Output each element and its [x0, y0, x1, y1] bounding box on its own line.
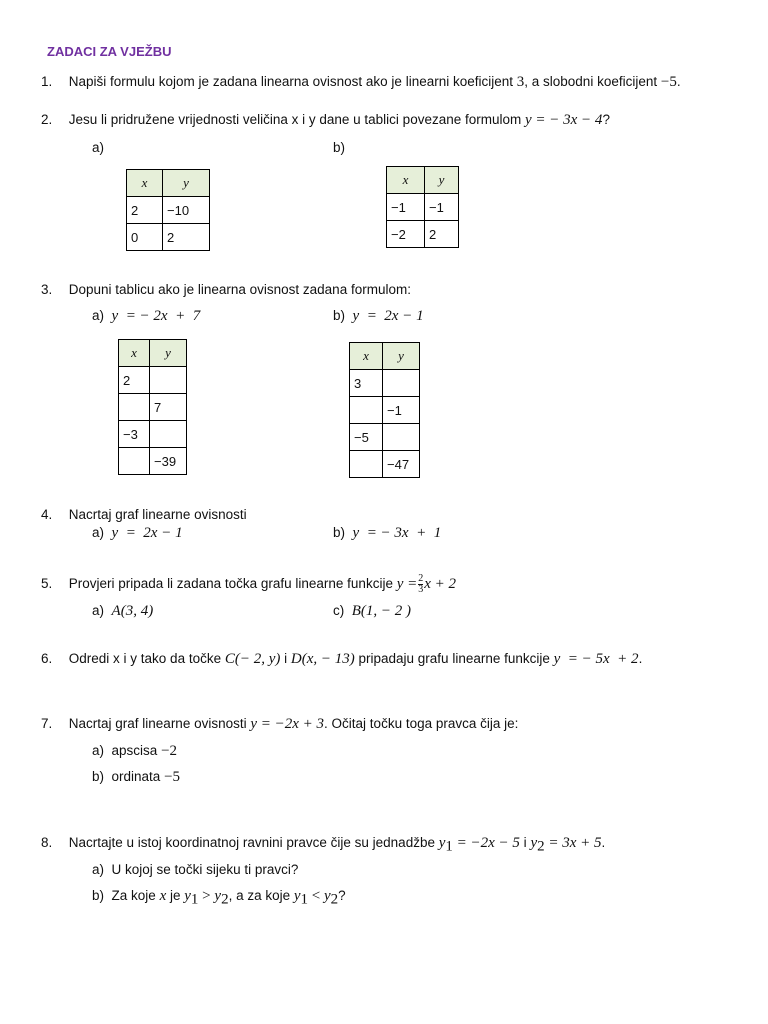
punctuation: .: [676, 74, 681, 89]
header-y: y: [383, 343, 420, 370]
punctuation: ?: [338, 888, 346, 903]
subscript: 2: [221, 891, 229, 908]
subitem-label: a): [92, 862, 105, 877]
table-cell: [150, 367, 187, 394]
table-q2b: [386, 166, 459, 248]
table-cell: −1: [383, 397, 420, 424]
math-value: −5: [164, 769, 181, 785]
subitem-label: b): [92, 888, 105, 903]
table-cell: −39: [150, 448, 187, 475]
subitem-b: [333, 525, 441, 542]
subitem-label: a): [92, 308, 105, 323]
question-text: Napiši formulu kojom je zadana linearna ovisnost ako je linearni koeficijent: [68, 74, 517, 89]
table-cell: −1: [387, 194, 425, 221]
subitem-label-b: b): [333, 140, 346, 155]
table-cell: 3: [350, 370, 383, 397]
operator: >: [198, 888, 215, 904]
fraction-denominator: 3: [418, 584, 424, 595]
subitem-label: c): [333, 603, 345, 618]
subitem-label: b): [333, 525, 346, 540]
formula: y = − 2x + 7: [111, 308, 201, 324]
table-cell: [350, 397, 383, 424]
subitem-c: [333, 603, 411, 620]
formula: = 3x + 5: [544, 835, 602, 851]
question-number: 8.: [41, 835, 53, 850]
question-7: [41, 716, 518, 733]
formula: = −2x − 5: [452, 835, 520, 851]
subscript: 2: [330, 891, 339, 908]
question-number: 1.: [41, 74, 53, 89]
math-value: −5: [660, 74, 677, 90]
table-cell: [383, 370, 420, 397]
fraction: [418, 574, 423, 595]
header-x: x: [387, 167, 425, 194]
subitem-text: U kojoj se točki sijeku ti pravci?: [111, 862, 299, 877]
table-q3b: [349, 342, 420, 478]
question-text: Provjeri pripada li zadana točka grafu linearne funkcije: [68, 576, 397, 592]
math-value: 3: [516, 74, 525, 90]
subitem-text: ordinata: [111, 769, 165, 784]
table-cell: −10: [163, 197, 210, 224]
point: B(1, − 2 ): [351, 603, 412, 619]
formula: y = − 3x − 4: [525, 112, 603, 128]
question-number: 6.: [41, 651, 53, 666]
question-text: Nacrtaj graf linearne ovisnosti: [68, 507, 247, 522]
formula-lhs: y =: [396, 576, 418, 593]
point: A(3, 4): [111, 603, 154, 619]
question-number: 5.: [41, 576, 53, 592]
formula-rhs: x + 2: [424, 576, 457, 593]
table-cell: 0: [127, 224, 163, 251]
subitem-a: [92, 743, 177, 760]
formula: y = 2x − 1: [352, 308, 424, 324]
math-value: −2: [161, 743, 178, 759]
question-number: 4.: [41, 507, 53, 522]
question-text: , a slobodni koeficijent: [524, 74, 661, 89]
formula: y = − 5x + 2: [553, 651, 639, 667]
subscript: 1: [190, 891, 199, 908]
question-text: Jesu li pridružene vrijednosti veličina x i y dane u tablici povezane formulom: [68, 112, 525, 127]
table-cell: −47: [383, 451, 420, 478]
table-cell: [350, 451, 383, 478]
subscript: 1: [445, 838, 453, 855]
subscript: 1: [300, 891, 309, 908]
var-y: y: [438, 835, 446, 851]
question-text: . Očitaj točku toga pravca čija je:: [324, 716, 519, 731]
table-cell: [383, 424, 420, 451]
subitem-a: [92, 308, 200, 325]
header-y: y: [150, 340, 187, 367]
header-x: x: [350, 343, 383, 370]
question-number: 3.: [41, 282, 53, 297]
question-3: [41, 282, 411, 297]
subitem-b: [333, 308, 424, 325]
question-text: Odredi x i y tako da točke: [68, 651, 225, 666]
table-cell: −2: [387, 221, 425, 248]
var-y: y: [214, 888, 222, 904]
question-4: [41, 507, 247, 522]
question-5: [41, 574, 456, 595]
subitem-a: [92, 603, 153, 620]
var-y: y: [324, 888, 331, 904]
table-cell: 2: [425, 221, 459, 248]
table-cell: −5: [350, 424, 383, 451]
table-cell: [150, 421, 187, 448]
subitem-text: Za koje: [111, 888, 160, 903]
subitem-label: b): [92, 769, 105, 784]
header-y: y: [163, 170, 210, 197]
page-title: ZADACI ZA VJEŽBU: [47, 44, 172, 59]
subitem-text: , a za koje: [228, 888, 294, 903]
var-y: y: [184, 888, 191, 904]
question-text: Nacrtajte u istoj koordinatnoj ravnini pravce čije su jednadžbe: [68, 835, 439, 850]
table-cell: 2: [163, 224, 210, 251]
var-y: y: [293, 888, 301, 904]
header-y: y: [425, 167, 459, 194]
table-cell: −3: [119, 421, 150, 448]
question-number: 2.: [41, 112, 53, 127]
table-cell: 7: [150, 394, 187, 421]
formula: y = −2x + 3: [250, 716, 325, 732]
question-1: [41, 74, 681, 91]
question-text: i: [280, 651, 291, 666]
punctuation: .: [638, 651, 643, 666]
subitem-label: a): [92, 525, 105, 540]
punctuation: ?: [602, 112, 610, 127]
table-cell: 2: [127, 197, 163, 224]
question-8: [41, 835, 605, 856]
header-x: x: [127, 170, 163, 197]
table-cell: [119, 394, 150, 421]
subitem-b: [92, 769, 180, 786]
subitem-text: je: [166, 888, 185, 903]
question-text: Dopuni tablicu ako je linearna ovisnost zadana formulom:: [68, 282, 411, 297]
question-text: Nacrtaj graf linearne ovisnosti: [68, 716, 251, 731]
question-number: 7.: [41, 716, 53, 731]
table-cell: 2: [119, 367, 150, 394]
operator: <: [308, 888, 324, 904]
question-6: [41, 651, 642, 668]
formula: y = 2x − 1: [111, 525, 183, 541]
subscript: 2: [537, 838, 545, 855]
table-cell: [119, 448, 150, 475]
point: D(x, − 13): [290, 651, 355, 667]
subitem-label: b): [333, 308, 346, 323]
subitem-label-a: a): [92, 140, 105, 155]
var-x: x: [159, 888, 167, 904]
header-x: x: [119, 340, 150, 367]
question-2: [41, 112, 610, 129]
var-y: y: [530, 835, 538, 851]
table-q2a: [126, 169, 210, 251]
formula: y = − 3x + 1: [352, 525, 442, 541]
subitem-a: [92, 525, 183, 542]
question-text: i: [519, 835, 531, 850]
table-cell: −1: [425, 194, 459, 221]
subitem-text: apscisa: [111, 743, 162, 758]
question-text: pripadaju grafu linearne funkcije: [354, 651, 554, 666]
subitem-label: a): [92, 603, 105, 618]
punctuation: .: [601, 835, 606, 850]
subitem-label: a): [92, 743, 105, 758]
subitem-a: [92, 862, 298, 877]
fraction-numerator: 2: [418, 573, 424, 584]
point: C(− 2, y): [224, 651, 281, 667]
table-q3a: [118, 339, 187, 475]
subitem-b: [92, 888, 346, 909]
